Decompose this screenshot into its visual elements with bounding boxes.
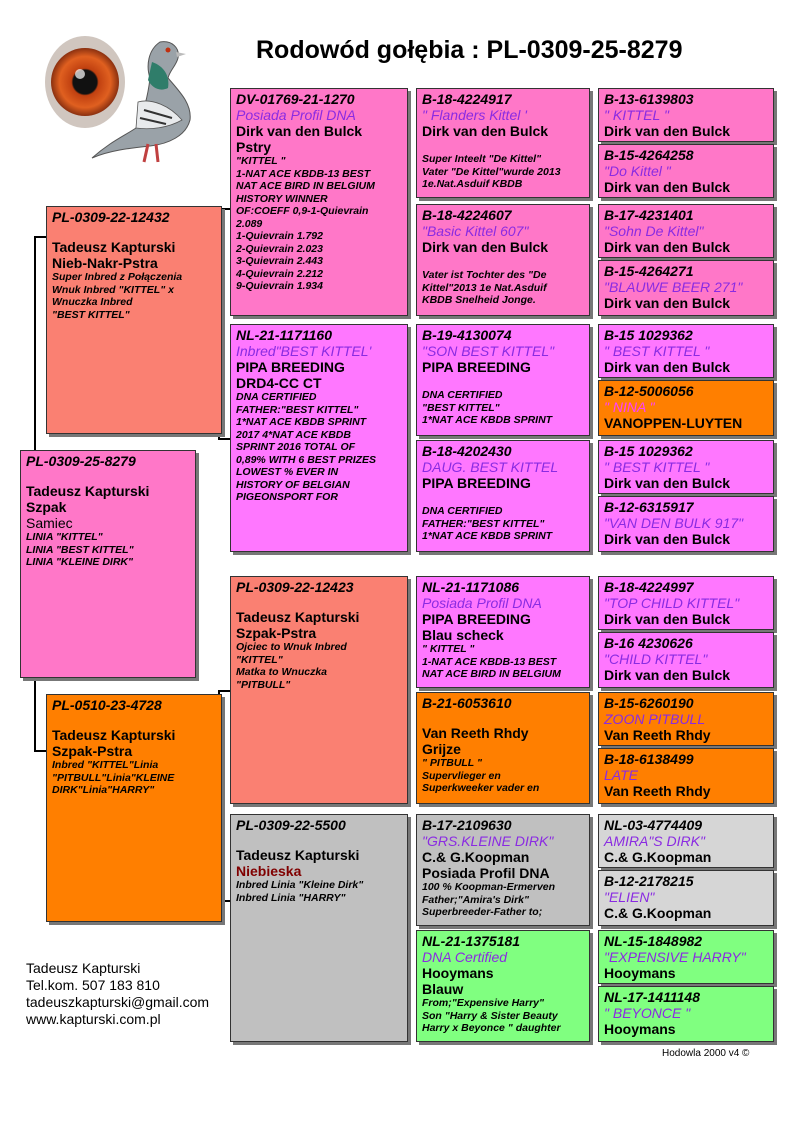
notes: LINIA "KITTEL" LINIA "BEST KITTEL" LINIA "KLEINE DIRK": [26, 531, 134, 568]
ancestor-card: [598, 692, 774, 746]
ring-number: B-18-4224607: [422, 207, 512, 223]
pigeon-name: "Do Kittel ": [604, 163, 671, 179]
ring-number: B-15-4264258: [604, 147, 694, 163]
ring-number: B-21-6053610: [422, 695, 512, 711]
notes: Inbred Linia "Kleine Dirk" Inbred Linia "HARRY": [236, 879, 364, 904]
owner: Hooymans: [422, 965, 494, 981]
color: Blau scheck: [422, 627, 504, 643]
ring-number: B-12-5006056: [604, 383, 694, 399]
owner: Van Reeth Rhdy: [604, 727, 711, 743]
ancestor-card: [598, 204, 774, 258]
ring-number: B-15 1029362: [604, 443, 693, 459]
pigeon-name: Posiada Profil DNA: [236, 107, 356, 123]
owner: Tadeusz Kapturski: [236, 847, 360, 863]
pigeon-name: DNA Certified: [422, 949, 508, 965]
notes: DNA CERTIFIED "BEST KITTEL" 1*NAT ACE KBDB SPRINT: [422, 389, 553, 426]
notes: Inbred "KITTEL"Linia "PITBULL"Linia"KLEINE DIRK"Linia"HARRY": [52, 759, 175, 796]
owner: Van Reeth Rhdy: [604, 783, 711, 799]
notes: Super Inteelt "De Kittel" Vater "De Kittel"wurde 2013 1e.Nat.Asduif KBDB: [422, 153, 561, 190]
owner: Tadeusz Kapturski: [236, 609, 360, 625]
ring-number: PL-0309-22-5500: [236, 817, 346, 833]
color: Niebieska: [236, 863, 302, 879]
pigeon-name: "BLAUWE BEER 271": [604, 279, 743, 295]
ring-number: PL-0309-22-12432: [52, 209, 170, 225]
pigeon-name: " BEST KITTEL ": [604, 459, 710, 475]
pigeon-name: DAUG. BEST KITTEL: [422, 459, 559, 475]
ring-number: B-18-4202430: [422, 443, 512, 459]
notes: Ojciec to Wnuk Inbred "KITTEL" Matka to Wnuczka "PITBULL": [236, 641, 347, 691]
ring-number: B-18-4224997: [604, 579, 694, 595]
ring-number: NL-03-4774409: [604, 817, 703, 833]
notes: "KITTEL " 1-NAT ACE KBDB-13 BEST NAT ACE BIRD IN BELGIUM HISTORY WINNER OF:COEFF 0,9-1-Quievrain 2.089 1-Quievrain 1.792 2-Quievrain 2.023 3-Quievrain 2.443 4-Quievrain 2.212 9-Quievrain 1.934: [236, 155, 375, 292]
sire-sire-card: [230, 88, 408, 316]
owner: Dirk van den Bulck: [604, 239, 731, 255]
pigeon-name: "VAN DEN BULK 917": [604, 515, 744, 531]
breeder-website[interactable]: www.kapturski.com.pl: [26, 1011, 161, 1027]
dam-dam-card: [230, 814, 408, 1042]
breeder-name: Tadeusz Kapturski: [26, 960, 141, 976]
connector-line: [218, 690, 230, 692]
ancestor-card: [598, 380, 774, 436]
pigeon-name: ZOON PITBULL: [604, 711, 706, 727]
connector-line: [34, 678, 36, 750]
subject-pigeon-card: [20, 450, 196, 678]
ring-number: B-18-4224917: [422, 91, 512, 107]
sire-sire-sire-card: [416, 88, 590, 198]
dam-card: [46, 694, 222, 922]
sire-sire-dam-card: [416, 204, 590, 316]
color: DRD4-CC CT: [236, 375, 322, 391]
ancestor-card: [598, 260, 774, 316]
ring-number: B-17-2109630: [422, 817, 512, 833]
page-title: Rodowód gołębia : PL-0309-25-8279: [256, 36, 683, 64]
owner: Dirk van den Bulck: [236, 123, 363, 139]
ancestor-card: [598, 496, 774, 552]
breeder-email[interactable]: tadeuszkapturski@gmail.com: [26, 994, 210, 1010]
notes: DNA CERTIFIED FATHER:"BEST KITTEL" 1*NAT ACE KBDB SPRINT: [422, 505, 553, 542]
pigeon-with-eye-icon: [40, 32, 200, 172]
pigeon-name: " BEST KITTEL ": [604, 343, 710, 359]
owner: PIPA BREEDING: [422, 475, 531, 491]
software-version: Hodowla 2000 v4 ©: [662, 1048, 750, 1059]
ring-number: B-13-6139803: [604, 91, 694, 107]
dam-sire-sire-card: [416, 576, 590, 688]
ancestor-card: [598, 632, 774, 688]
color: Posiada Profil DNA: [422, 865, 550, 881]
breeder-phone: Tel.kom. 507 183 810: [26, 977, 160, 993]
connector-line: [34, 236, 36, 452]
ancestor-card: [598, 88, 774, 142]
owner: Dirk van den Bulck: [604, 611, 731, 627]
pigeon-name: "SON BEST KITTEL": [422, 343, 555, 359]
ring-number: B-17-4231401: [604, 207, 694, 223]
owner: C.& G.Koopman: [604, 905, 712, 921]
ancestor-card: [598, 814, 774, 868]
ring-number: PL-0309-22-12423: [236, 579, 354, 595]
sire-dam-dam-card: [416, 440, 590, 552]
owner: C.& G.Koopman: [604, 849, 712, 865]
owner: Dirk van den Bulck: [604, 359, 731, 375]
notes: DNA CERTIFIED FATHER:"BEST KITTEL" 1*NAT ACE KBDB SPRINT 2017 4*NAT ACE KBDB SPRINT 2016 TOTAL OF 0,89% WITH 6 BEST PRIZES LOWEST % EVER IN HISTORY OF BELGIAN PIGEONSPORT FOR: [236, 391, 377, 503]
color: Szpak-Pstra: [52, 743, 133, 759]
ring-number: DV-01769-21-1270: [236, 91, 355, 107]
ancestor-card: [598, 576, 774, 630]
sire-dam-card: [230, 324, 408, 552]
ancestor-card: [598, 748, 774, 804]
owner: Tadeusz Kapturski: [52, 727, 176, 743]
ring-number: B-15-6260190: [604, 695, 694, 711]
ring-number: NL-17-1411148: [604, 989, 700, 1005]
color: Pstry: [236, 139, 272, 155]
owner: Dirk van den Bulck: [422, 123, 549, 139]
owner: Dirk van den Bulck: [604, 667, 731, 683]
pigeon-name: " Flanders Kittel ': [422, 107, 527, 123]
ancestor-card: [598, 440, 774, 494]
ancestor-card: [598, 986, 774, 1042]
owner: Tadeusz Kapturski: [26, 483, 150, 499]
ring-number: B-18-6138499: [604, 751, 694, 767]
pigeon-name: " BEYONCE ": [604, 1005, 691, 1021]
pigeon-name: "Sohn De Kittel": [604, 223, 704, 239]
pigeon-name: " KITTEL ": [604, 107, 669, 123]
dam-dam-dam-card: [416, 930, 590, 1042]
pigeon-name: LATE: [604, 767, 638, 783]
notes: From;"Expensive Harry" Son "Harry & Sister Beauty Harry x Beyonce " daughter: [422, 997, 561, 1034]
pigeon-name: "Basic Kittel 607": [422, 223, 529, 239]
sex: Samiec: [26, 515, 73, 531]
ring-number: B-19-4130074: [422, 327, 512, 343]
owner: Hooymans: [604, 1021, 676, 1037]
dam-dam-sire-card: [416, 814, 590, 926]
ring-number: PL-0510-23-4728: [52, 697, 162, 713]
notes: " PITBULL " Supervlieger en Superkweeker vader en: [422, 757, 540, 794]
color: Nieb-Nakr-Pstra: [52, 255, 158, 271]
color: Grijze: [422, 741, 461, 757]
connector-line: [34, 750, 46, 752]
owner: VANOPPEN-LUYTEN: [604, 415, 743, 431]
owner: Dirk van den Bulck: [604, 531, 731, 547]
ring-number: B-12-6315917: [604, 499, 694, 515]
pigeon-name: "GRS.KLEINE DIRK": [422, 833, 554, 849]
breeder-contact: [26, 960, 209, 1028]
owner: Tadeusz Kapturski: [52, 239, 176, 255]
connector-line: [218, 438, 230, 440]
owner: Dirk van den Bulck: [604, 179, 731, 195]
ring-number: PL-0309-25-8279: [26, 453, 136, 469]
owner: Dirk van den Bulck: [604, 295, 731, 311]
ring-number: NL-21-1171086: [422, 579, 520, 595]
pigeon-name: "ELIEN": [604, 889, 655, 905]
sire-card: [46, 206, 222, 434]
owner: C.& G.Koopman: [422, 849, 530, 865]
pigeon-name: AMIRA"S DIRK": [604, 833, 705, 849]
color: Blauw: [422, 981, 464, 997]
connector-line: [34, 236, 46, 238]
ancestor-card: [598, 930, 774, 984]
pigeon-name: "CHILD KITTEL": [604, 651, 708, 667]
dam-sire-card: [230, 576, 408, 804]
pigeon-name: Posiada Profil DNA: [422, 595, 542, 611]
pigeon-name: "TOP CHILD KITTEL": [604, 595, 740, 611]
notes: Super Inbred z Połączenia Wnuk Inbred "KITTEL" x Wnuczka Inbred "BEST KITTEL": [52, 271, 183, 321]
color: Szpak-Pstra: [236, 625, 317, 641]
owner: Van Reeth Rhdy: [422, 725, 529, 741]
ring-number: B-15-4264271: [604, 263, 694, 279]
ancestor-card: [598, 144, 774, 198]
owner: Hooymans: [604, 965, 676, 981]
pigeon-name: Inbred"BEST KITTEL': [236, 343, 372, 359]
notes: 100 % Koopman-Ermerven Father;"Amira's Dirk" Superbreeder-Father to;: [422, 881, 556, 918]
ancestor-card: [598, 870, 774, 926]
owner: PIPA BREEDING: [422, 611, 531, 627]
owner: PIPA BREEDING: [422, 359, 531, 375]
sire-dam-sire-card: [416, 324, 590, 436]
notes: " KITTEL " 1-NAT ACE KBDB-13 BEST NAT ACE BIRD IN BELGIUM: [422, 643, 561, 680]
owner: Dirk van den Bulck: [422, 239, 549, 255]
owner: Dirk van den Bulck: [604, 475, 731, 491]
ring-number: B-15 1029362: [604, 327, 693, 343]
ancestor-card: [598, 324, 774, 378]
ring-number: B-12-2178215: [604, 873, 694, 889]
color: Szpak: [26, 499, 67, 515]
pigeon-name: "EXPENSIVE HARRY": [604, 949, 746, 965]
ring-number: NL-15-1848982: [604, 933, 703, 949]
ring-number: B-16 4230626: [604, 635, 693, 651]
owner: Dirk van den Bulck: [604, 123, 731, 139]
owner: PIPA BREEDING: [236, 359, 345, 375]
notes: Vater ist Tochter des "De Kittel"2013 1e Nat.Asduif KBDB Snelheid Jonge.: [422, 269, 547, 306]
pigeon-name: " NINA ": [604, 399, 655, 415]
dam-sire-dam-card: [416, 692, 590, 804]
ring-number: NL-21-1171160: [236, 327, 332, 343]
ring-number: NL-21-1375181: [422, 933, 521, 949]
